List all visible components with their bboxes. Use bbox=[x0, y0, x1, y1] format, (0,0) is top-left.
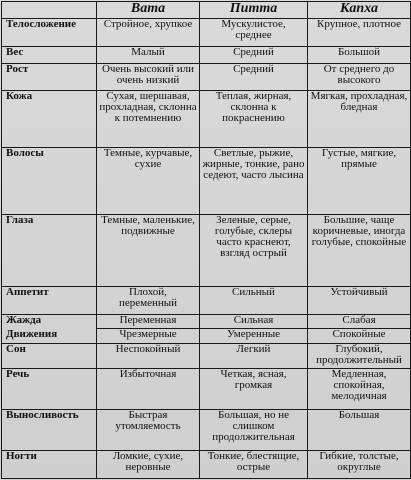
dosha-table bbox=[1, 1, 411, 479]
table-row bbox=[2, 451, 411, 479]
table-row bbox=[2, 63, 411, 91]
cell-pitta: Мускулистое, среднее bbox=[200, 19, 308, 47]
table-row bbox=[2, 329, 411, 343]
cell-vata: Избыточная bbox=[97, 369, 200, 410]
cell-kapha: Слабая bbox=[308, 314, 411, 328]
cell-kapha: Устойчивый bbox=[308, 287, 411, 315]
table-row bbox=[2, 343, 411, 369]
header-row bbox=[2, 2, 411, 19]
cell-kapha: Глубокий, продолжительный bbox=[308, 343, 411, 369]
cell-vata: Плохой, переменный bbox=[97, 287, 200, 315]
table-row bbox=[2, 215, 411, 287]
cell-vata: Темные, курчавые, сухие bbox=[97, 147, 200, 215]
row-label: Выносливость bbox=[2, 410, 97, 451]
header-corner bbox=[2, 2, 97, 19]
cell-pitta: Четкая, ясная, громкая bbox=[200, 369, 308, 410]
cell-vata: Ломкие, сухие, неровные bbox=[97, 451, 200, 479]
table-row bbox=[2, 19, 411, 47]
table-row bbox=[2, 369, 411, 410]
cell-kapha: Большие, чаще коричневые, иногда голубые, спокойные bbox=[308, 215, 411, 287]
cell-pitta: Средний bbox=[200, 47, 308, 63]
cell-kapha: Мягкая, прохладная, бледная bbox=[308, 91, 411, 147]
cell-vata: Быстрая утомляемость bbox=[97, 410, 200, 451]
cell-vata: Неспокойный bbox=[97, 343, 200, 369]
row-label: Вес bbox=[2, 47, 97, 63]
row-label: Телосложение bbox=[2, 19, 97, 47]
cell-kapha: Медленная, спокойная, мелодичная bbox=[308, 369, 411, 410]
table-row bbox=[2, 410, 411, 451]
table-row bbox=[2, 147, 411, 215]
cell-kapha: Спокойные bbox=[308, 329, 411, 343]
cell-pitta: Светлые, рыжие, жирные, тонкие, рано седеют, часто лысина bbox=[200, 147, 308, 215]
cell-vata: Темные, маленькие, подвижные bbox=[97, 215, 200, 287]
row-label: Сон bbox=[2, 343, 97, 369]
cell-pitta: Сильный bbox=[200, 287, 308, 315]
cell-pitta: Зеленые, серые, голубые, склеры часто краснеют, взгляд острый bbox=[200, 215, 308, 287]
cell-vata: Малый bbox=[97, 47, 200, 63]
cell-kapha: Большой bbox=[308, 47, 411, 63]
row-label: Ногти bbox=[2, 451, 97, 479]
cell-kapha: Большая bbox=[308, 410, 411, 451]
cell-pitta: Большая, но не слишком продолжительная bbox=[200, 410, 308, 451]
cell-kapha: От среднего до высокого bbox=[308, 63, 411, 91]
header-vata: Вата bbox=[97, 2, 200, 19]
row-label: Волосы bbox=[2, 147, 97, 215]
row-label: Аппетит bbox=[2, 287, 97, 315]
row-label: Глаза bbox=[2, 215, 97, 287]
header-kapha: Капха bbox=[308, 2, 411, 19]
cell-pitta: Тонкие, блестящие, острые bbox=[200, 451, 308, 479]
row-label: Движения bbox=[2, 329, 97, 343]
table-row bbox=[2, 91, 411, 147]
header-pitta: Питта bbox=[200, 2, 308, 19]
cell-vata: Сухая, шершавая, прохладная, склонна к потемнению bbox=[97, 91, 200, 147]
row-label: Рост bbox=[2, 63, 97, 91]
cell-kapha: Крупное, плотное bbox=[308, 19, 411, 47]
cell-kapha: Гибкие, толстые, округлые bbox=[308, 451, 411, 479]
cell-pitta: Умеренные bbox=[200, 329, 308, 343]
cell-kapha: Густые, мягкие, прямые bbox=[308, 147, 411, 215]
table-row bbox=[2, 314, 411, 328]
cell-vata: Очень высокий или очень низкий bbox=[97, 63, 200, 91]
cell-vata: Стройное, хрупкое bbox=[97, 19, 200, 47]
cell-vata: Чрезмерные bbox=[97, 329, 200, 343]
table-row bbox=[2, 47, 411, 63]
cell-pitta: Средний bbox=[200, 63, 308, 91]
row-label: Жажда bbox=[2, 314, 97, 328]
table-row bbox=[2, 287, 411, 315]
cell-pitta: Сильная bbox=[200, 314, 308, 328]
cell-pitta: Легкий bbox=[200, 343, 308, 369]
cell-pitta: Теплая, жирная, склонна к покраснению bbox=[200, 91, 308, 147]
row-label: Кожа bbox=[2, 91, 97, 147]
cell-vata: Переменная bbox=[97, 314, 200, 328]
row-label: Речь bbox=[2, 369, 97, 410]
